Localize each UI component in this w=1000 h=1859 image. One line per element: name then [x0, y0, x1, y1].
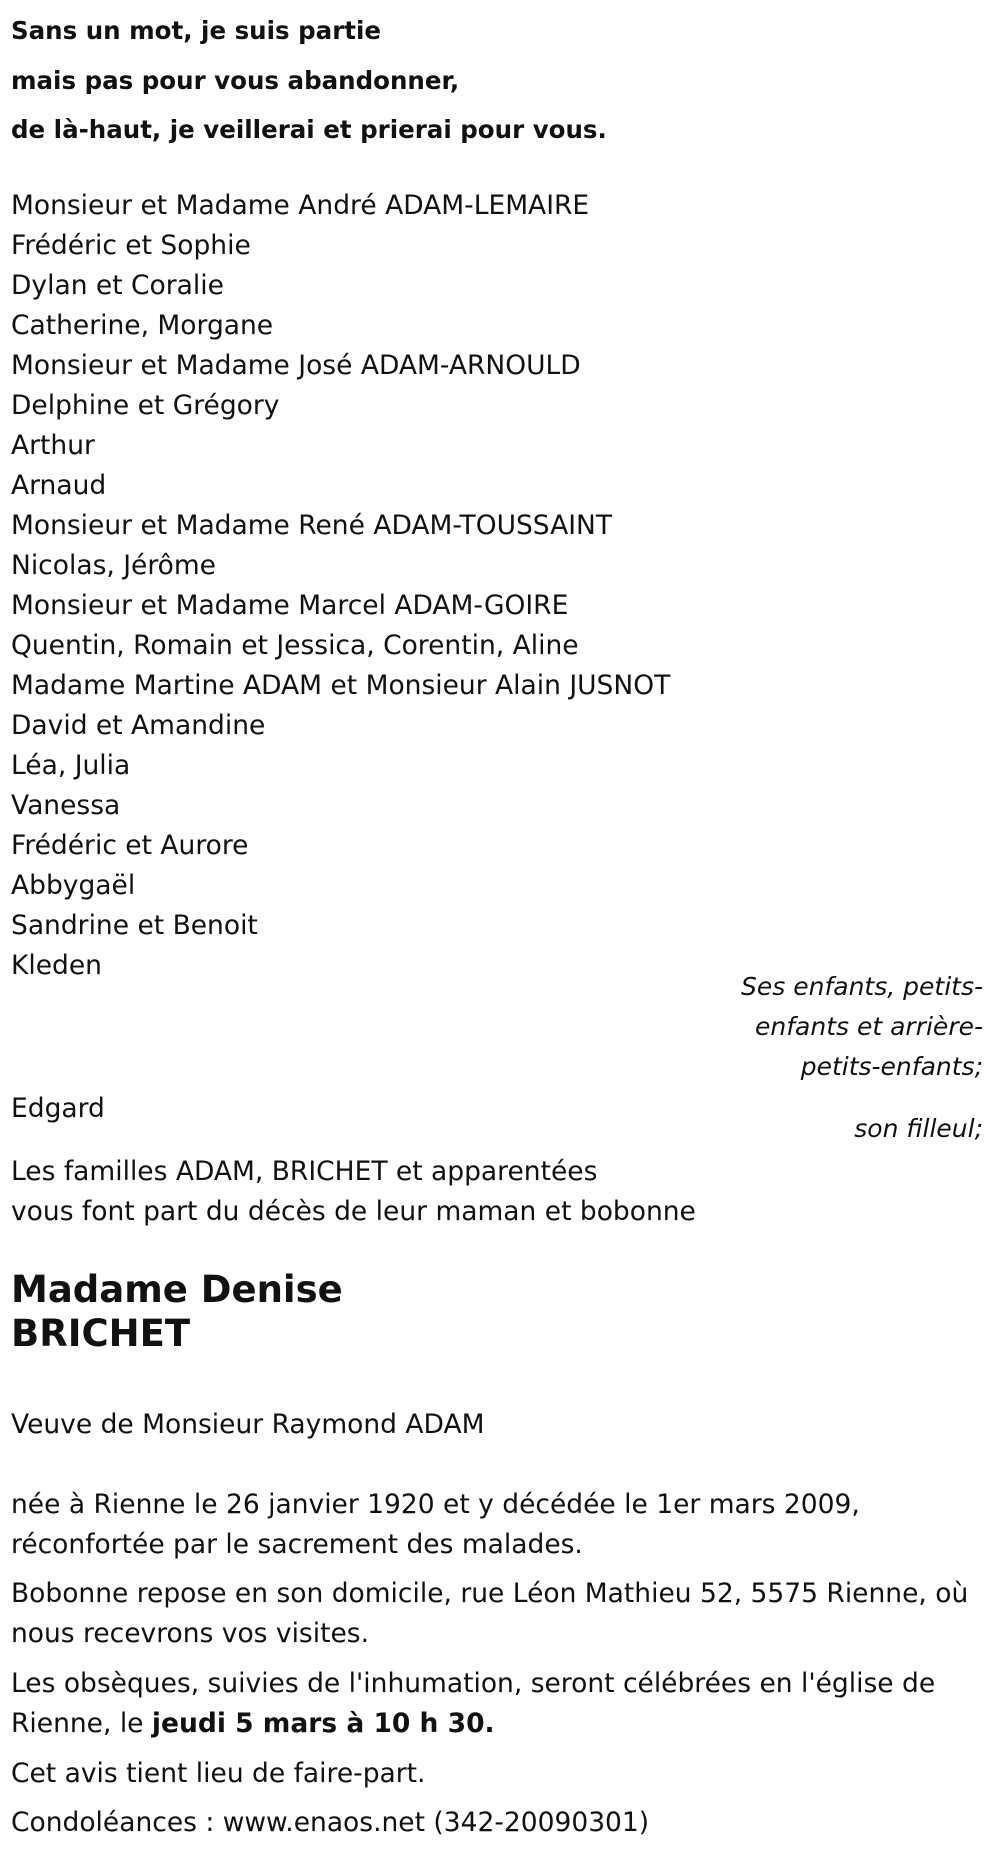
family-member: Monsieur et Madame Marcel ADAM-GOIRE: [11, 590, 569, 621]
family-member: David et Amandine: [11, 710, 266, 741]
family-member: Sandrine et Benoit: [11, 910, 258, 941]
family-member: Monsieur et Madame René ADAM-TOUSSAINT: [11, 510, 613, 541]
notice: Cet avis tient lieu de faire-part.: [11, 1758, 426, 1789]
funeral-place: Rienne, le: [11, 1708, 152, 1739]
family-member: Monsieur et Madame José ADAM-ARNOULD: [11, 350, 581, 381]
family-member: Nicolas, Jérôme: [11, 550, 216, 581]
family-member: Vanessa: [11, 790, 121, 821]
poem-line: de là-haut, je veillerai et prierai pour vous.: [11, 115, 607, 144]
family-member: Frédéric et Sophie: [11, 230, 251, 261]
funeral-date-line: [11, 1704, 495, 1744]
descendants-note-line: petits-enfants;: [800, 1052, 983, 1081]
family-member: Léa, Julia: [11, 750, 131, 781]
deceased-name: [11, 1268, 343, 1356]
godson-name: Edgard: [11, 1093, 105, 1124]
condolences: Condoléances : www.enaos.net (342-20090301): [11, 1807, 650, 1838]
visits-line: nous recevrons vos visites.: [11, 1618, 370, 1649]
family-member: Dylan et Coralie: [11, 270, 224, 301]
descendants-note-line: enfants et arrière-: [755, 1012, 983, 1041]
family-member: Kleden: [11, 950, 102, 981]
family-member: Abbygaël: [11, 870, 136, 901]
family-member: Arthur: [11, 430, 95, 461]
descendants-note-line: Ses enfants, petits-: [741, 972, 983, 1001]
funeral-date: jeudi 5 mars à 10 h 30.: [151, 1708, 495, 1739]
poem: [11, 6, 991, 155]
widow-of: Veuve de Monsieur Raymond ADAM: [11, 1409, 485, 1440]
rests-line: Bobonne repose en son domicile, rue Léon Mathieu 52, 5575 Rienne, où: [11, 1578, 969, 1609]
family-member: Quentin, Romain et Jessica, Corentin, Aline: [11, 630, 579, 661]
poem-line: mais pas pour vous abandonner,: [11, 65, 460, 95]
families-line: Les familles ADAM, BRICHET et apparentées: [11, 1156, 598, 1187]
announcement-line: vous font part du décès de leur maman et bobonne: [11, 1196, 696, 1227]
deceased-surname: BRICHET: [11, 1312, 191, 1355]
family-member: Catherine, Morgane: [11, 310, 274, 341]
poem-line: Sans un mot, je suis partie: [11, 16, 382, 45]
funeral-line: Les obsèques, suivies de l'inhumation, seront célébrées en l'église de: [11, 1668, 936, 1699]
birth-line: née à Rienne le 26 janvier 1920 et y décédée le 1er mars 2009,: [11, 1489, 860, 1520]
family-member: Arnaud: [11, 470, 107, 501]
family-list: [11, 186, 811, 986]
deceased-name-line: Madame Denise: [11, 1268, 343, 1311]
sacrament-line: réconfortée par le sacrement des malades.: [11, 1529, 583, 1560]
descendants-note: [723, 967, 983, 1087]
family-member: Madame Martine ADAM et Monsieur Alain JUSNOT: [11, 670, 671, 701]
family-member: Frédéric et Aurore: [11, 830, 249, 861]
godson-note: son filleul;: [854, 1114, 983, 1143]
family-member: Monsieur et Madame André ADAM-LEMAIRE: [11, 190, 590, 221]
family-member: Delphine et Grégory: [11, 390, 280, 421]
